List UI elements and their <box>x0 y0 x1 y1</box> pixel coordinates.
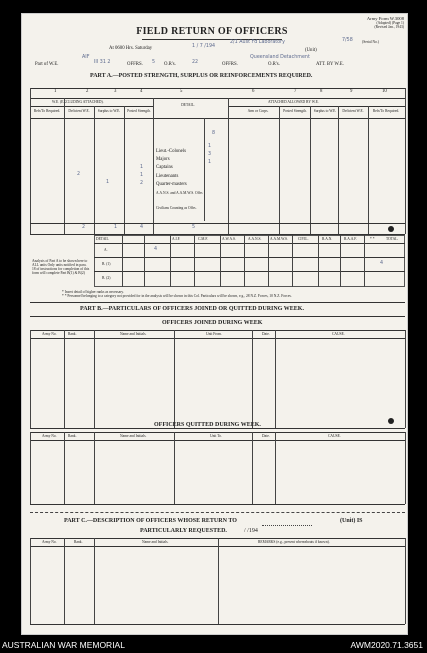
joined-col-unit-from: Unit From. <box>206 332 222 336</box>
quitted-col-name: Name and Initials. <box>120 434 147 438</box>
date-value: 1 / 7 /194 <box>192 44 216 49</box>
rank-lieutenants: Lieutenants <box>156 173 179 179</box>
we-header: W.E. (EXCLUDING ATTACHED). <box>52 100 104 104</box>
subheader-4: Posted Strength. <box>127 109 151 113</box>
rank-lt-colonels: Lieut.-Colonels <box>156 149 186 154</box>
quitted-col-rank: Rank. <box>68 434 77 438</box>
col-num-7: 7 <box>294 89 297 94</box>
analysis-col-aamws: A.A.M.W.S. <box>270 237 288 241</box>
col-num-10: 10 <box>382 89 387 94</box>
attached-header: ATTACHED ALLOWED BY W.E. <box>268 100 319 104</box>
rank-hand-3: 1 <box>208 160 212 166</box>
total-col3: 1 <box>114 225 118 230</box>
rank-majors: Majors <box>156 157 170 163</box>
form-ref-line1: Army Form W.3008 <box>366 16 404 21</box>
cut-line <box>30 512 405 513</box>
analysis-col-civil: CIVIL. <box>298 237 309 241</box>
subheader-10: Refs/To Required. <box>372 109 400 113</box>
ranks-list <box>156 148 187 189</box>
part-b-title: PART B.—PARTICULARS OF OFFICERS JOINED OR QUITTED DURING WEEK. <box>80 306 304 312</box>
ranks-handwritten <box>208 143 211 168</box>
quitted-col-army-no: Army No. <box>42 434 57 438</box>
footer-right: AWM2020.71.3651 <box>350 640 423 650</box>
rank-aans: A.A.N.S. and A.A.M.W.S. Offrs <box>156 191 203 195</box>
part-c-unit-is: (Unit) IS <box>340 518 363 524</box>
quitted-col-unit-to: Unit To. <box>210 434 222 438</box>
subheader-3: Surplus to W.E. <box>97 109 121 113</box>
joined-col-name: Name and Initials. <box>120 332 147 336</box>
form-title: FIELD RETURN OF OFFICERS <box>136 26 288 37</box>
punch-hole <box>388 226 394 232</box>
att-label: ATT. BY W.E. <box>316 62 344 67</box>
part-of-we-label: Part of W.E. <box>35 62 59 67</box>
detachment-handwritten: Queensland Detachment <box>250 55 310 60</box>
col3-hand: 1 <box>106 180 110 185</box>
analysis-col-aif: A.I.F. <box>172 237 181 241</box>
part-a-title: PART A.—POSTED STRENGTH, SURPLUS OR REINFORCEMENTS REQUIRED. <box>90 73 313 79</box>
analysis-col-ran: R.A.N. <box>322 237 333 241</box>
rank-hand-2: 3 <box>208 152 212 158</box>
analysis-row-b2: B. (2) <box>102 276 111 280</box>
joined-col-army-no: Army No. <box>42 332 57 336</box>
analysis-col-awas: A.W.A.S. <box>222 237 236 241</box>
col-num-9: 9 <box>350 89 353 94</box>
analysis-col-detail: DETAIL <box>96 237 109 241</box>
col4-hand-0: 1 <box>140 165 144 170</box>
subheader-5: DETAIL. <box>181 103 195 107</box>
subheader-9: Deficient W.E. <box>342 109 364 113</box>
part-c-title: PART C.—DESCRIPTION OF OFFICERS WHOSE RETURN TO <box>64 518 237 524</box>
analysis-col-other: * * <box>370 237 375 241</box>
serial-label: (Serial No.) <box>362 40 379 44</box>
form-ref-line3: (Revised Jan., 1943) <box>374 25 404 29</box>
col-num-8: 8 <box>320 89 323 94</box>
analysis-row-b1: B. (1) <box>102 262 111 266</box>
analysis-col-cmf: C.M.F. <box>198 237 208 241</box>
form-page <box>22 14 407 634</box>
subheader-8: Surplus to W.E. <box>313 109 337 113</box>
col4-hand <box>140 164 143 189</box>
part-c-col-name: Name and Initials. <box>142 540 169 544</box>
analysis-columns <box>94 237 405 243</box>
form-reference <box>344 17 404 29</box>
offrs-label: OFFRS. <box>127 62 143 67</box>
offrs-value: 5 <box>152 60 156 65</box>
we-value: III 31 2 <box>94 60 111 65</box>
form-ref-line2: (Adapted) (Page 1) <box>376 21 404 25</box>
footnote-2: * * Personnel belonging to a category not provided for in the analysis will be shown in this Col. Particulars will be shown, e.g., 28 N.Z. Forces, 10 N.Z. Forces. <box>62 294 292 298</box>
total-hand: 8 <box>212 131 216 136</box>
part-c-col-remarks: REMARKS (e.g., present whereabouts if known). <box>258 540 330 544</box>
joined-title: OFFICERS JOINED DURING WEEK <box>162 320 263 326</box>
subheader-6: Arm or Corps. <box>247 109 269 113</box>
punch-hole-2 <box>388 418 394 424</box>
subheader-1: Refs/To Required. <box>33 109 61 113</box>
col-num-2: 2 <box>86 89 89 94</box>
quitted-col-cause: CAUSE. <box>328 434 341 438</box>
analysis-col-total: TOTAL. <box>386 237 399 241</box>
col-num-6: 6 <box>252 89 255 94</box>
offrs2-label: OFFRS. <box>222 62 238 67</box>
ors-value: 22 <box>192 60 199 65</box>
col-num-1: 1 <box>54 89 57 94</box>
col2-hand: 2 <box>77 172 81 177</box>
footer-left: AUSTRALIAN WAR MEMORIAL <box>2 640 125 650</box>
subheader-7: Posted Strength. <box>283 109 307 113</box>
part-c-title2: PARTICULARLY REQUESTED. <box>140 528 227 534</box>
unit-label: (Unit) <box>305 48 317 53</box>
part-c-date: / /194 <box>244 528 258 534</box>
analysis-col-raaf: R.A.A.F. <box>344 237 357 241</box>
serial-handwritten: 7/58 <box>342 38 353 43</box>
rank-quartermasters: Quarter-masters <box>156 181 187 187</box>
joined-col-rank: Rank. <box>68 332 77 336</box>
joined-col-date: Date. <box>262 332 270 336</box>
unit-handwritten: 2/1 Aust Fd Laboratory <box>230 40 285 45</box>
joined-col-cause: CAUSE. <box>332 332 345 336</box>
quitted-col-date: Date. <box>262 434 270 438</box>
part-c-unit-line <box>262 518 312 526</box>
rank-civilians: Civilians Counting as Offrs. <box>156 206 197 210</box>
analysis-hand-aif: 4 <box>154 247 158 252</box>
quitted-title: OFFICERS QUITTED DURING WEEK. <box>154 422 261 428</box>
analysis-note: Analysis of Part A to be shown here to ALL units Only units notified in para. 18 of instructions for completion of this form will complete Part B(1) & B(2) <box>32 259 90 275</box>
rank-captains: Captains <box>156 165 173 171</box>
total-col4: 4 <box>140 225 144 230</box>
col-num-3: 3 <box>114 89 117 94</box>
ors2-label: O.R's. <box>268 62 280 67</box>
total-col5: 5 <box>192 225 196 230</box>
part-c-col-army-no: Army No. <box>42 540 57 544</box>
total-col2: 2 <box>82 225 86 230</box>
at-label: At 0600 Hrs. Saturday <box>109 46 153 51</box>
col4-hand-2: 2 <box>140 181 144 187</box>
aif-handwritten: AIF <box>82 55 90 60</box>
ors-label: O.R's. <box>164 62 176 67</box>
footnote-1: * Insert detail of higher ranks as necessary. <box>62 290 124 294</box>
part-c-col-rank: Rank. <box>74 540 83 544</box>
rank-hand-1: 1 <box>208 144 212 149</box>
col-num-4: 4 <box>140 89 143 94</box>
col-num-5: 5 <box>180 89 183 94</box>
analysis-row-a: A. <box>104 248 108 252</box>
analysis-hand-total: 4 <box>380 261 384 266</box>
subheader-2: Deficient W.E. <box>68 109 90 113</box>
analysis-col-aans: A.A.N.S. <box>248 237 262 241</box>
col4-hand-1: 1 <box>140 173 144 179</box>
